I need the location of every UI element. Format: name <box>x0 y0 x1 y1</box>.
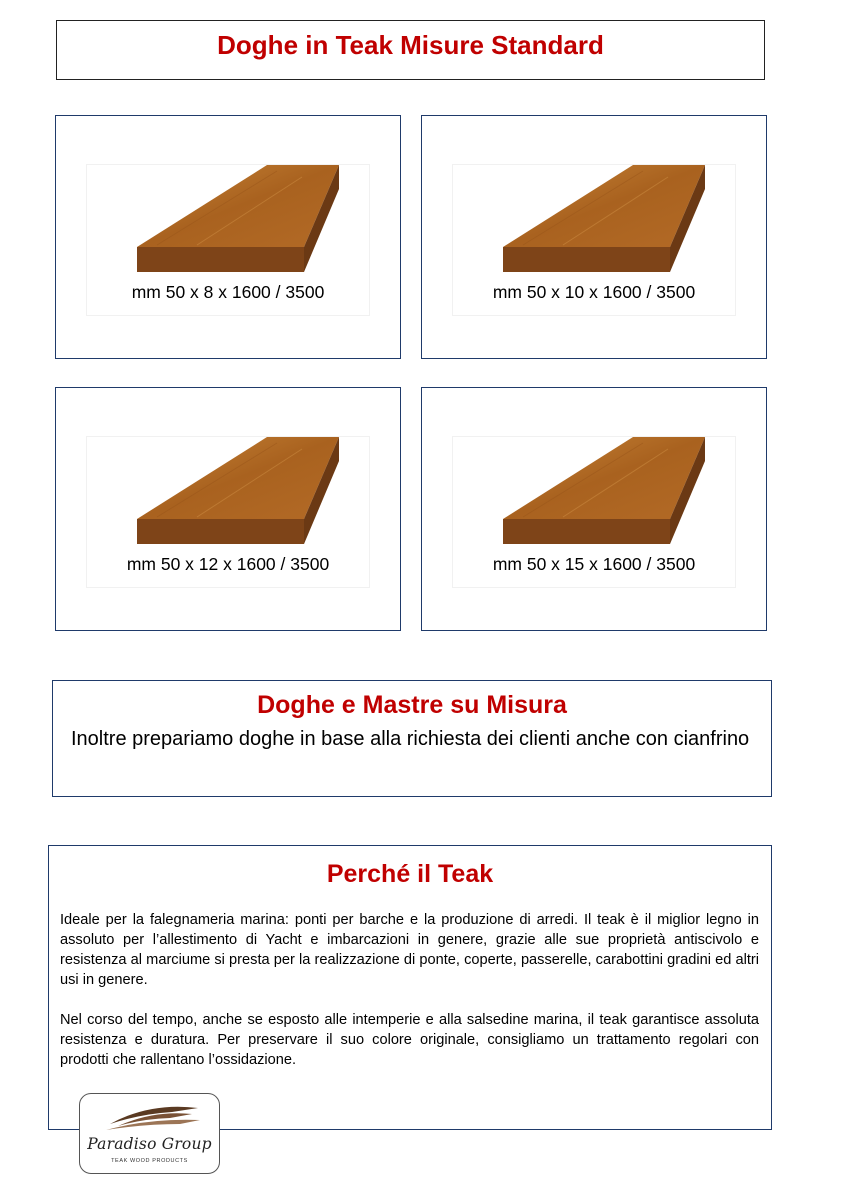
product-card <box>55 115 401 359</box>
why-teak-paragraph: Nel corso del tempo, anche se esposto alle intemperie e alla salsedine marina, il teak garantisce assoluta resistenza e duratura. Per preservare il suo colore originale, consigliamo un trattamento regolari con prodotti che rallentano l’ossidazione. <box>60 1012 759 1068</box>
custom-sizes-section <box>52 680 772 797</box>
page-title: Doghe in Teak Misure Standard <box>217 30 604 60</box>
teak-board-icon <box>503 437 733 552</box>
yacht-logo-icon <box>80 1094 221 1139</box>
company-logo <box>79 1093 220 1174</box>
page-title-box <box>56 20 765 80</box>
why-teak-paragraph: Ideale per la falegnameria marina: ponti per barche e la produzione di arredi. Il teak è il miglior legno in assoluto per l’allestimento di Yacht e imbarcazioni in genere, grazie alle sue proprietà antiscivolo e resistenza al marciume si presta per la realizzazione di ponte, coperte, passerelle, carabottini gradini ed altri usi in genere. <box>60 912 759 988</box>
teak-board-icon <box>137 165 367 280</box>
custom-sizes-text: Inoltre prepariamo doghe in base alla richiesta dei clienti anche con cianfrino <box>71 728 750 750</box>
logo-tagline: TEAK WOOD PRODUCTS <box>111 1158 188 1164</box>
product-card <box>421 387 767 631</box>
product-size-label: mm 50 x 12 x 1600 / 3500 <box>126 554 330 574</box>
logo-brand-name: Paradiso Group <box>87 1135 212 1153</box>
product-size-label: mm 50 x 8 x 1600 / 3500 <box>131 282 325 302</box>
product-size-label: mm 50 x 15 x 1600 / 3500 <box>492 554 696 574</box>
product-card <box>421 115 767 359</box>
teak-board-icon <box>503 165 733 280</box>
custom-sizes-title: Doghe e Mastre su Misura <box>257 691 567 719</box>
product-card <box>55 387 401 631</box>
why-teak-title: Perché il Teak <box>326 860 494 888</box>
product-size-label: mm 50 x 10 x 1600 / 3500 <box>492 282 696 302</box>
teak-board-icon <box>137 437 367 552</box>
why-teak-section <box>48 845 772 1130</box>
